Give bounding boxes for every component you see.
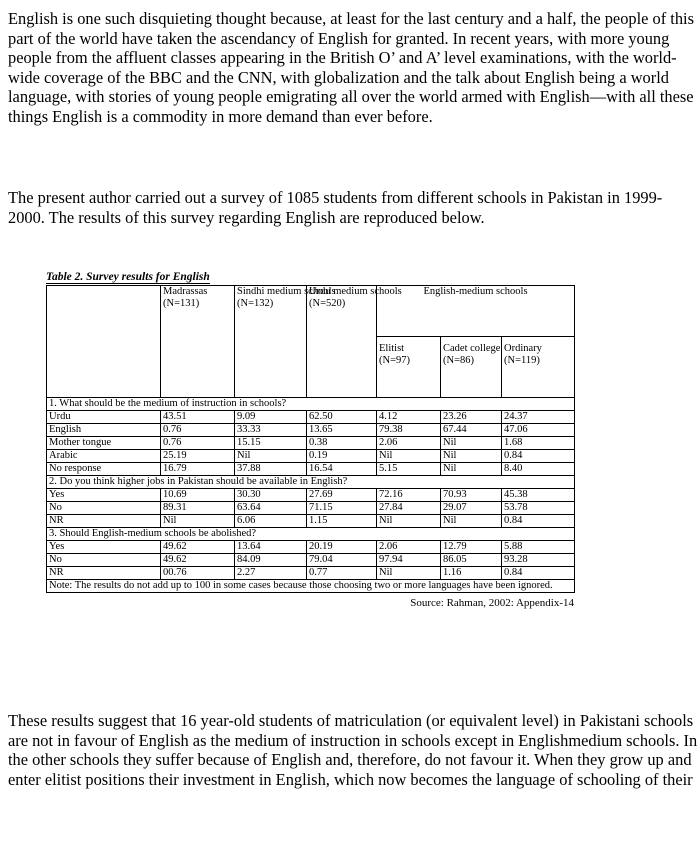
- question-text: 2. Do you think higher jobs in Pakistan should be available in English?: [47, 476, 575, 489]
- table-cell: 70.93: [441, 489, 502, 502]
- table-cell: 27.84: [377, 502, 441, 515]
- table-cell: Nil: [441, 463, 502, 476]
- table-row: [47, 567, 575, 580]
- table-cell: 9.09: [235, 411, 307, 424]
- table-cell: 5.88: [502, 541, 575, 554]
- table-cell: Nil: [377, 450, 441, 463]
- table-row: [47, 450, 575, 463]
- table-cell: 0.19: [307, 450, 377, 463]
- table-cell: 6.06: [235, 515, 307, 528]
- table-cell: 15.15: [235, 437, 307, 450]
- paragraph-intro: English is one such disquieting thought because, at least for the last century and a half, the people of this part of the world have taken the ascendancy of English for granted. In recent years, with more young people from the affluent classes appearing in the British O’ and A’ level examinations, with the world-wide coverage of the BBC and the CNN, with globalization and the talk about English being a world language, with stories of young people emigrating all over the world armed with English—with all these things English is a commodity in more demand than ever before.: [8, 9, 694, 126]
- table-cell: 23.26: [441, 411, 502, 424]
- table-cell: Nil: [441, 515, 502, 528]
- table-row: [47, 554, 575, 567]
- table-cell: 16.79: [161, 463, 235, 476]
- table-cell: 49.62: [161, 554, 235, 567]
- table-cell: 25.19: [161, 450, 235, 463]
- table-caption: Table 2. Survey results for English: [46, 271, 210, 283]
- table-cell: 0.84: [502, 515, 575, 528]
- table-cell: 67.44: [441, 424, 502, 437]
- paragraph-survey: The present author carried out a survey of 1085 students from different schools in Pakistan in 1999-2000. The results of this survey regarding English are reproduced below.: [8, 188, 663, 227]
- table-cell: 5.15: [377, 463, 441, 476]
- table-cell: Nil: [377, 567, 441, 580]
- table-row: [47, 541, 575, 554]
- table-cell: 33.33: [235, 424, 307, 437]
- table-cell: 45.38: [502, 489, 575, 502]
- table-row: [47, 463, 575, 476]
- row-label: NR: [47, 567, 161, 580]
- table-cell: 20.19: [307, 541, 377, 554]
- table-cell: 79.04: [307, 554, 377, 567]
- row-label: No: [47, 502, 161, 515]
- row-label: Urdu: [47, 411, 161, 424]
- table-cell: Nil: [377, 515, 441, 528]
- table-cell: 13.65: [307, 424, 377, 437]
- row-label: Yes: [47, 541, 161, 554]
- header-english-group: English-medium schools: [377, 286, 575, 337]
- paragraph-conclusion: These results suggest that 16 year-old students of matriculation (or equivalent level) in Pakistani schools are not in favour of English as the medium of instruction in schools except in Englishmedium schools. In the other schools they suffer because of English and, therefore, do not favour it. When they grow up and enter elitist positions their investment in English, which now becomes the language of schooling of their: [8, 711, 698, 789]
- header-cadet: Cadet college (N=86): [441, 337, 502, 398]
- row-label: Arabic: [47, 450, 161, 463]
- table-row: [47, 502, 575, 515]
- table-cell: 10.69: [161, 489, 235, 502]
- table-cell: 0.84: [502, 567, 575, 580]
- table-cell: 0.77: [307, 567, 377, 580]
- table-row: [47, 411, 575, 424]
- table-cell: 2.06: [377, 541, 441, 554]
- table-cell: 2.06: [377, 437, 441, 450]
- table-row: [47, 437, 575, 450]
- table-cell: 62.50: [307, 411, 377, 424]
- table-cell: 97.94: [377, 554, 441, 567]
- row-label: English: [47, 424, 161, 437]
- table-cell: 30.30: [235, 489, 307, 502]
- table-row: [47, 515, 575, 528]
- table-cell: 72.16: [377, 489, 441, 502]
- row-label: Mother tongue: [47, 437, 161, 450]
- table-cell: 86.05: [441, 554, 502, 567]
- table-cell: 13.64: [235, 541, 307, 554]
- table-cell: 63.64: [235, 502, 307, 515]
- table-cell: 71.15: [307, 502, 377, 515]
- table-cell: 2.27: [235, 567, 307, 580]
- table-cell: 47.06: [502, 424, 575, 437]
- table-row: [47, 424, 575, 437]
- table-source: Source: Rahman, 2002: Appendix-14: [410, 597, 574, 609]
- question-row: [47, 476, 575, 489]
- row-label: NR: [47, 515, 161, 528]
- table-cell: 53.78: [502, 502, 575, 515]
- table-cell: 43.51: [161, 411, 235, 424]
- header-elitist: Elitist (N=97): [377, 337, 441, 398]
- table-cell: Nil: [441, 437, 502, 450]
- table-cell: 24.37: [502, 411, 575, 424]
- table-cell: 79.38: [377, 424, 441, 437]
- table-cell: 1.16: [441, 567, 502, 580]
- table-cell: 93.28: [502, 554, 575, 567]
- table-cell: Nil: [441, 450, 502, 463]
- table-cell: 37.88: [235, 463, 307, 476]
- table-cell: 1.15: [307, 515, 377, 528]
- table-note: Note: The results do not add up to 100 in some cases because those choosing two or more languages have been ignored.: [47, 580, 575, 593]
- table-cell: 00.76: [161, 567, 235, 580]
- table-cell: 0.76: [161, 424, 235, 437]
- table-cell: 84.09: [235, 554, 307, 567]
- table-cell: 8.40: [502, 463, 575, 476]
- header-blank: [47, 286, 161, 398]
- question-row: [47, 398, 575, 411]
- header-madrassas: Madrassas (N=131): [161, 286, 235, 398]
- question-row: [47, 528, 575, 541]
- header-sindhi: Sindhi medium schools (N=132): [235, 286, 307, 398]
- survey-table-block: [46, 270, 586, 609]
- table-cell: 16.54: [307, 463, 377, 476]
- table-cell: 29.07: [441, 502, 502, 515]
- question-text: 3. Should English-medium schools be abolished?: [47, 528, 575, 541]
- table-row: [47, 489, 575, 502]
- row-label: No: [47, 554, 161, 567]
- table-cell: Nil: [235, 450, 307, 463]
- table-cell: 0.38: [307, 437, 377, 450]
- table-cell: 0.84: [502, 450, 575, 463]
- row-label: No response: [47, 463, 161, 476]
- table-cell: 12.79: [441, 541, 502, 554]
- table-cell: 0.76: [161, 437, 235, 450]
- table-cell: Nil: [161, 515, 235, 528]
- table-cell: 27.69: [307, 489, 377, 502]
- row-label: Yes: [47, 489, 161, 502]
- table-cell: 4.12: [377, 411, 441, 424]
- table-cell: 49.62: [161, 541, 235, 554]
- header-urdu: Urdu medium schools (N=520): [307, 286, 377, 398]
- table-cell: 1.68: [502, 437, 575, 450]
- question-text: 1. What should be the medium of instruction in schools?: [47, 398, 575, 411]
- table-cell: 89.31: [161, 502, 235, 515]
- survey-table: [46, 285, 575, 593]
- header-ordinary: Ordinary (N=119): [502, 337, 575, 398]
